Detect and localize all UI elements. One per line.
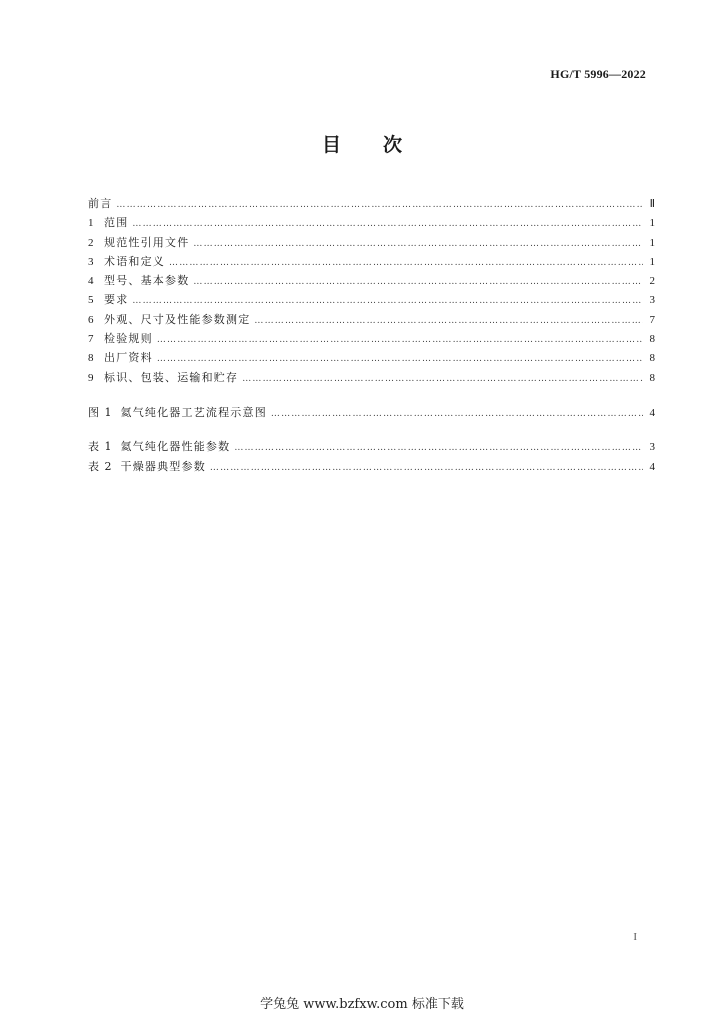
toc-entry-label: 外观、尺寸及性能参数测定 <box>104 312 251 326</box>
toc-entry-section-3[interactable] <box>88 252 655 271</box>
toc-entry-number: 2 <box>88 236 94 249</box>
toc-entry-label: 干燥器典型参数 <box>120 459 206 473</box>
page-title <box>0 130 724 157</box>
toc-entry-section-6[interactable] <box>88 310 655 329</box>
toc-entry-prefix: 表 1 <box>88 440 113 454</box>
toc-entry-figure-1[interactable] <box>88 403 655 422</box>
toc-entry-number: 1 <box>88 217 94 230</box>
title-part-1: 目 <box>321 134 341 156</box>
toc-entry-section-5[interactable] <box>88 290 655 309</box>
dot-leader <box>234 439 643 458</box>
toc-entry-page: 8 <box>649 333 655 346</box>
dot-leader <box>193 235 643 254</box>
toc-entry-preface[interactable] <box>88 194 655 213</box>
toc-entry-page: 2 <box>649 275 655 288</box>
toc-entry-table-1[interactable] <box>88 437 655 456</box>
toc-entry-section-7[interactable] <box>88 329 655 348</box>
toc-entry-section-4[interactable] <box>88 271 655 290</box>
dot-leader <box>254 312 643 331</box>
toc-entry-label: 型号、基本参数 <box>104 274 190 288</box>
toc-entry-page: 3 <box>649 294 655 307</box>
toc-entry-label: 前言 <box>88 197 113 210</box>
toc-entry-number: 7 <box>88 333 94 346</box>
title-part-2: 次 <box>383 134 403 156</box>
toc-entry-number: 4 <box>88 275 94 288</box>
toc-entry-number: 6 <box>88 313 94 326</box>
dot-leader <box>116 196 643 215</box>
toc-entry-section-8[interactable] <box>88 348 655 367</box>
toc-entry-label: 氦气纯化器性能参数 <box>120 440 231 454</box>
dot-leader <box>210 459 643 478</box>
table-of-contents <box>88 194 655 476</box>
dot-leader <box>132 215 643 234</box>
toc-entry-section-1[interactable] <box>88 213 655 232</box>
page-number: I <box>633 931 637 943</box>
toc-entry-page: 1 <box>649 255 655 268</box>
toc-entry-label: 规范性引用文件 <box>104 235 190 249</box>
toc-entry-number: 5 <box>88 294 94 307</box>
toc-entry-label: 要求 <box>104 293 129 307</box>
toc-entry-table-2[interactable] <box>88 457 655 476</box>
toc-entry-label: 检验规则 <box>104 332 153 346</box>
toc-entry-number: 9 <box>88 371 94 384</box>
toc-entry-number: 8 <box>88 352 94 365</box>
toc-entry-page: 8 <box>649 352 655 365</box>
dot-leader <box>193 273 643 292</box>
toc-entry-label: 出厂资料 <box>104 351 153 365</box>
document-code: HG/T 5996—2022 <box>550 67 646 81</box>
dot-leader <box>271 405 643 424</box>
spacer <box>88 422 655 437</box>
toc-entry-prefix: 图 1 <box>88 405 113 419</box>
toc-entry-label: 范围 <box>104 216 129 230</box>
dot-leader <box>242 370 643 389</box>
toc-entry-label: 术语和定义 <box>104 254 165 268</box>
toc-entry-page: 4 <box>649 406 655 419</box>
toc-entry-label: 氦气纯化器工艺流程示意图 <box>120 405 267 419</box>
toc-entry-section-9[interactable] <box>88 368 655 387</box>
toc-entry-section-2[interactable] <box>88 233 655 252</box>
toc-entry-page: 8 <box>649 371 655 384</box>
toc-entry-number: 3 <box>88 255 94 268</box>
dot-leader <box>169 254 643 273</box>
watermark-text: 学兔兔 www.bzfxw.com 标准下载 <box>260 997 464 1012</box>
toc-entry-page: 7 <box>649 313 655 326</box>
toc-entry-page: 1 <box>649 236 655 249</box>
toc-entry-page: Ⅱ <box>649 198 655 210</box>
toc-entry-prefix: 表 2 <box>88 459 113 473</box>
toc-entry-page: 4 <box>649 460 655 473</box>
spacer <box>88 387 655 403</box>
toc-entry-page: 1 <box>649 217 655 230</box>
toc-entry-page: 3 <box>649 441 655 454</box>
toc-entry-label: 标识、包装、运输和贮存 <box>104 370 239 384</box>
dot-leader <box>157 331 643 350</box>
